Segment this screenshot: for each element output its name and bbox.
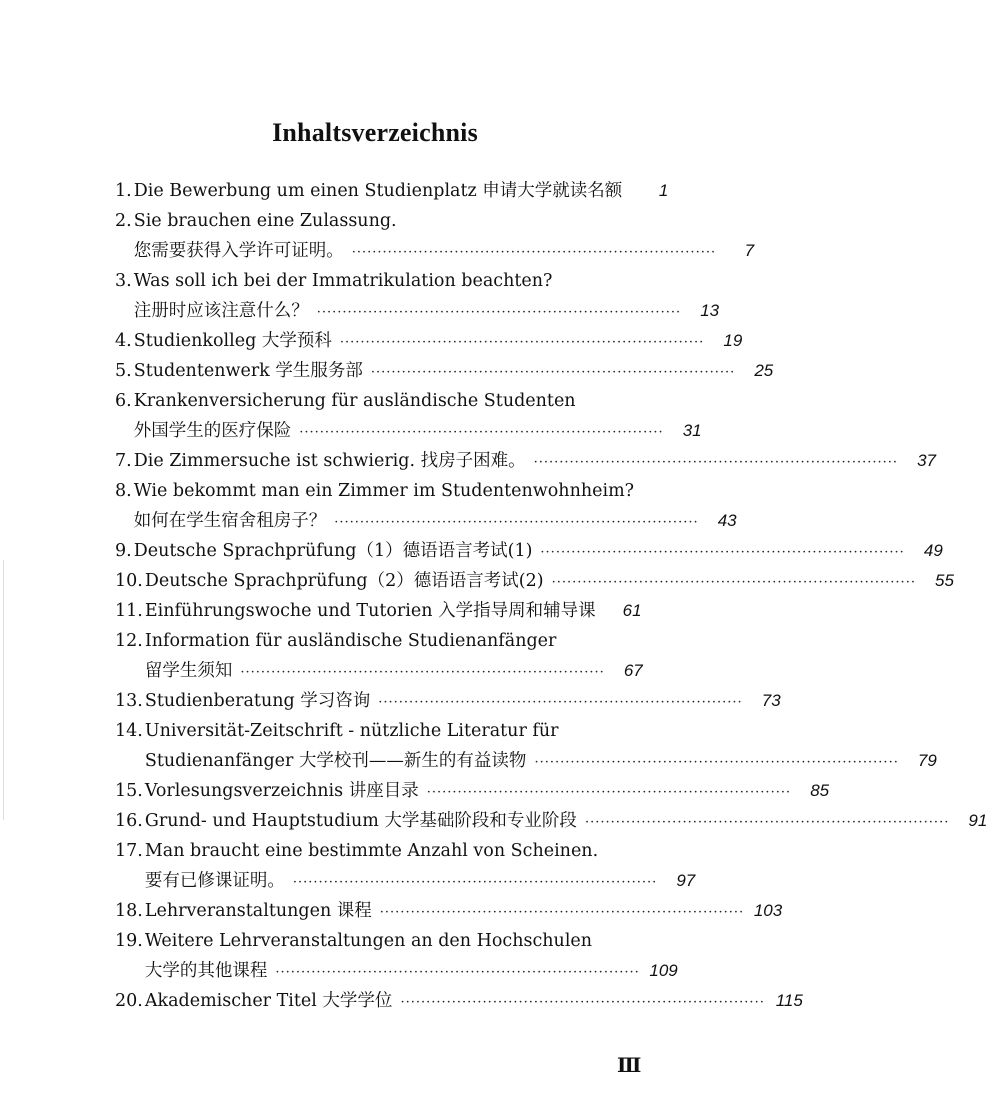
toc-entry-number: 3. (115, 271, 132, 291)
toc-entry-number: 5. (115, 361, 132, 381)
toc-entry-number: 7. (115, 451, 132, 471)
toc-entry-number: 18. (115, 901, 143, 921)
toc-entry (115, 536, 943, 566)
toc-entry-line (115, 386, 635, 416)
scan-edge-mark (3, 560, 4, 820)
toc-entry (115, 896, 783, 926)
toc-entry-subtitle: 留学生须知 (144, 661, 233, 681)
toc-entry-subtitle: 大学的其他课程 (144, 961, 268, 981)
toc-entry-line (115, 206, 635, 236)
toc-entry-line (115, 176, 669, 206)
toc-entry (115, 986, 803, 1016)
toc-entry-number: 1. (115, 181, 132, 201)
dot-leader: ······································································· (378, 695, 743, 710)
toc-entry (115, 836, 696, 896)
toc-entry (115, 776, 830, 806)
toc-entry-subtitle: 注册时应该注意什么？ (133, 301, 309, 321)
toc-entry-subtitle: 要有已修课证明。 (144, 871, 285, 891)
page-folio: Ⅲ (617, 1055, 642, 1077)
toc-entry-line-continued (115, 866, 696, 896)
toc-page-number: 55 (935, 571, 954, 590)
toc-entry-title: Studienkolleg 大学预科 (133, 331, 332, 351)
toc-entry-line (115, 596, 642, 626)
toc-entry-line-continued (115, 416, 702, 446)
toc-entry-title: Die Bewerbung um einen Studienplatz 申请大学就读名额 (133, 181, 623, 201)
page-title: Inhaltsverzeichnis (272, 118, 478, 147)
toc-entry-subtitle: 如何在学生宿舍租房子？ (133, 511, 327, 531)
toc-entry-subtitle: Studienanfänger 大学校刊——新生的有益读物 (144, 751, 527, 771)
toc-entry-subtitle: 外国学生的医疗保险 (133, 421, 292, 441)
toc-entry-line (115, 686, 781, 716)
toc-entry-line-continued (115, 236, 755, 266)
toc-entry (115, 446, 937, 476)
toc-entry (115, 566, 954, 596)
toc-entry-line (115, 776, 830, 806)
toc-entry-number: 14. (115, 721, 143, 741)
toc-entry (115, 626, 643, 686)
toc-entry-line (115, 476, 635, 506)
toc-entry-line (115, 986, 803, 1016)
toc-entry-title: Universität-Zeitschrift - nützliche Literatur für (144, 721, 559, 741)
toc-entry-line (115, 446, 937, 476)
dot-leader: ······································································· (426, 785, 792, 800)
dot-leader: ······································································· (400, 995, 765, 1010)
toc-entry-line-continued (115, 506, 737, 536)
toc-entry-subtitle: 您需要获得入学许可证明。 (133, 241, 344, 261)
dot-leader: ······································································· (584, 815, 950, 830)
toc-entry-title: Weitere Lehrveranstaltungen an den Hochschulen (144, 931, 593, 951)
toc-page-number: 43 (717, 511, 737, 530)
toc-entry (115, 716, 937, 776)
toc-page-number: 49 (923, 541, 943, 560)
toc-entry-title: Studentenwerk 学生服务部 (133, 361, 363, 381)
toc-entry-number: 20. (115, 991, 143, 1011)
toc-entry-title: Studienberatung 学习咨询 (144, 691, 371, 711)
toc-entry-line-continued (115, 746, 937, 776)
toc-entry-line (115, 806, 987, 836)
toc-entry-title: Einführungswoche und Tutorien 入学指导周和辅导课 (144, 601, 596, 621)
toc-entry-number: 2. (115, 211, 132, 231)
toc-entry-number: 4. (115, 331, 132, 351)
dot-leader: ······································································· (540, 545, 905, 560)
table-of-contents (115, 176, 987, 1016)
toc-entry (115, 326, 743, 356)
toc-entry-title: Was soll ich bei der Immatrikulation beachten? (133, 271, 553, 291)
toc-entry-number: 16. (115, 811, 143, 831)
toc-entry-title: Akademischer Titel 大学学位 (144, 991, 393, 1011)
toc-entry-line-continued (115, 296, 720, 326)
toc-page-number: 1 (658, 181, 669, 200)
toc-entry-line-continued (115, 656, 643, 686)
toc-entry-number: 10. (115, 571, 143, 591)
dot-leader: ······································································· (379, 905, 745, 920)
toc-entry (115, 686, 781, 716)
dot-leader: ······································································· (316, 305, 682, 320)
toc-entry-line (115, 626, 635, 656)
dot-leader: ······································································· (551, 575, 916, 590)
toc-entry-title: Deutsche Sprachprüfung（2）德语语言考试(2) (144, 571, 544, 591)
toc-entry-line (115, 566, 954, 596)
toc-entry-title: Krankenversicherung für ausländische Studenten (133, 391, 576, 411)
dot-leader: ······································································· (351, 245, 717, 260)
dot-leader: ······································································· (275, 965, 640, 980)
toc-entry-number: 17. (115, 841, 143, 861)
toc-page-number: 115 (775, 991, 803, 1010)
dot-leader: ······································································· (339, 335, 705, 350)
toc-entry (115, 206, 755, 266)
toc-entry-line (115, 926, 635, 956)
dot-leader: ······································································· (534, 755, 899, 770)
toc-page-number: 13 (700, 301, 720, 320)
toc-entry (115, 356, 774, 386)
toc-entry-number: 12. (115, 631, 143, 651)
toc-entry-number: 8. (115, 481, 132, 501)
toc-page-number: 25 (754, 361, 774, 380)
toc-entry-number: 13. (115, 691, 143, 711)
toc-entry-title: Wie bekommt man ein Zimmer im Studentenwohnheim? (133, 481, 635, 501)
toc-page-number: 109 (649, 961, 678, 980)
toc-entry-line (115, 836, 635, 866)
dot-leader: ······································································· (533, 455, 899, 470)
toc-page-number: 79 (917, 751, 937, 770)
dot-leader: ······································································· (292, 875, 658, 890)
toc-entry-line (115, 326, 743, 356)
toc-entry-line (115, 266, 635, 296)
toc-entry-line (115, 536, 943, 566)
toc-entry (115, 386, 702, 446)
toc-entry (115, 476, 737, 536)
toc-entry-title: Man braucht eine bestimmte Anzahl von Scheinen. (144, 841, 599, 861)
dot-leader: ······································································· (299, 425, 664, 440)
toc-entry-line (115, 716, 635, 746)
toc-page-number: 31 (682, 421, 702, 440)
toc-entry-number: 6. (115, 391, 132, 411)
toc-page-number: 91 (968, 811, 987, 830)
toc-entry-line-continued (115, 956, 678, 986)
toc-entry (115, 176, 669, 206)
toc-entry (115, 806, 987, 836)
toc-entry-title: Information für ausländische Studienanfänger (144, 631, 557, 651)
toc-entry-number: 15. (115, 781, 143, 801)
toc-entry-title: Deutsche Sprachprüfung（1）德语语言考试(1) (133, 541, 533, 561)
toc-entry-title: Sie brauchen eine Zulassung. (133, 211, 397, 231)
toc-entry (115, 596, 642, 626)
toc-entry (115, 266, 720, 326)
toc-entry (115, 926, 678, 986)
toc-page-number: 7 (744, 241, 755, 260)
toc-page-number: 85 (810, 781, 830, 800)
toc-entry-title: Vorlesungsverzeichnis 讲座目录 (144, 781, 419, 801)
toc-entry-line (115, 896, 783, 926)
toc-entry-number: 9. (115, 541, 132, 561)
toc-page-number: 103 (753, 901, 783, 920)
dot-leader: ······································································· (240, 665, 605, 680)
toc-page-number: 97 (676, 871, 696, 890)
toc-page-number: 19 (723, 331, 743, 350)
toc-page-number: 61 (622, 601, 642, 620)
toc-entry-number: 11. (115, 601, 143, 621)
toc-entry-title: Lehrveranstaltungen 课程 (144, 901, 372, 921)
dot-leader: ······································································· (334, 515, 699, 530)
dot-leader: ······································································· (370, 365, 736, 380)
toc-entry-title: Grund- und Hauptstudium 大学基础阶段和专业阶段 (144, 811, 577, 831)
toc-page-number: 73 (761, 691, 781, 710)
toc-entry-line (115, 356, 774, 386)
toc-entry-number: 19. (115, 931, 143, 951)
toc-entry-title: Die Zimmersuche ist schwierig. 找房子困难。 (133, 451, 526, 471)
toc-page-number: 67 (623, 661, 643, 680)
toc-page-number: 37 (917, 451, 937, 470)
